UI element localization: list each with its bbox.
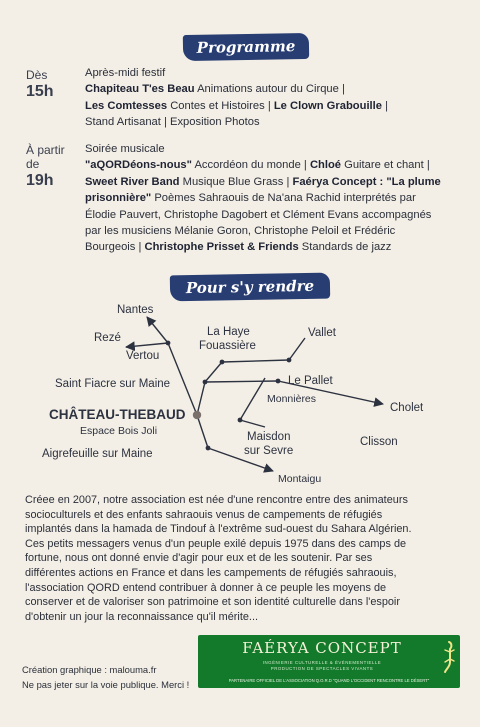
- evening-heading: Soirée musicale: [85, 143, 165, 155]
- label-maisdon-1: Maisdon: [247, 431, 291, 443]
- graphic-credit: Création graphique : malouma.fr: [22, 664, 157, 675]
- label-la-haye-2: Fouassière: [199, 340, 256, 352]
- separator: |: [382, 99, 389, 112]
- node-la-haye: [220, 360, 225, 365]
- label-clisson: Clisson: [360, 436, 398, 448]
- act-faerya-desc: Poèmes Sahraouis de Na'ana Rachid interprétés par: [151, 192, 416, 205]
- about-line: différentes actions en France et dans les campements de réfugiés sahraouis,: [25, 566, 397, 579]
- about-line: implantés dans la hamada de Tindouf à l'extrême sud-ouest du Sahara Algérien.: [25, 523, 412, 536]
- about-line: Créee en 2007, notre association est née d'une rencontre entre des animateurs: [25, 494, 408, 506]
- evening-line-3: [85, 190, 470, 206]
- road-maisdon-link: [240, 420, 265, 427]
- label-espace-bois-joli: Espace Bois Joli: [80, 425, 158, 437]
- logo-name: FAÉRYA CONCEPT: [242, 639, 402, 657]
- afternoon-time-label: Dès: [26, 68, 48, 82]
- evening-time-value: 19h: [26, 172, 54, 189]
- node-chateau-thebaud: [193, 411, 201, 419]
- about-line: conserver et de valoriser son patrimoine et son identité culturelle dans l'espoir: [25, 596, 400, 609]
- about-line: Ces petits messagers venus d'un peuple exilé depuis 1975 dans des camps de: [25, 537, 407, 550]
- label-vertou: Vertou: [126, 350, 160, 362]
- programme-banner: Programme: [183, 33, 309, 61]
- label-cholet: Cholet: [390, 402, 424, 414]
- afternoon-line-3: Stand Artisanat | Exposition Photos: [85, 116, 260, 129]
- node-aigrefeuille: [206, 446, 211, 451]
- road-chateau-south: [197, 415, 208, 448]
- act-aqordeons: "aQORDéons-nous": [85, 159, 192, 172]
- node-le-pallet: [276, 379, 281, 384]
- road-chateau-vertou: [168, 343, 197, 415]
- label-saint-fiacre: Saint Fiacre sur Maine: [55, 378, 171, 390]
- label-la-haye-1: La Haye: [207, 326, 250, 338]
- label-reze: Rezé: [94, 332, 121, 344]
- road-to-la-haye: [205, 362, 222, 382]
- label-aigrefeuille: Aigrefeuille sur Maine: [42, 448, 153, 460]
- label-le-pallet: Le Pallet: [288, 375, 333, 387]
- act-sweet-river-desc: Musique Blue Grass |: [179, 175, 293, 188]
- evening-time-label-1: À partir: [26, 143, 65, 157]
- road-to-reze: [126, 343, 168, 347]
- road-la-haye-pallet: [222, 360, 289, 362]
- evening-time-label-2: de: [26, 157, 40, 171]
- evening-block: [85, 141, 470, 256]
- evening-line-4: Élodie Pauvert, Christophe Dagobert et Clément Evans accompagnés: [85, 208, 432, 221]
- label-montaigu: Montaigu: [278, 473, 322, 485]
- act-chloe: Chloé: [309, 159, 342, 172]
- act-chapiteau-desc: Animations autour du Cirque |: [194, 83, 345, 96]
- evening-line-2: [85, 174, 470, 190]
- about-line: socioculturels et des enfants sahraouis venus de campements de réfugiés: [25, 508, 383, 521]
- label-chateau-thebaud: CHÂTEAU-THEBAUD: [49, 407, 186, 422]
- act-prisset: Christophe Prisset & Friends: [144, 241, 299, 254]
- road-to-chateau: [197, 382, 205, 415]
- logo-tagline: PARTENAIRE OFFICIEL DE L'ASSOCIATION Q.O.R.D "QUAND L'OCCIDENT RENCONTRE LE DÉSERT": [228, 678, 430, 683]
- logo-subtitle-1: INGÉNIERIE CULTURELLE & ÉVÉNEMENTIELLE: [262, 660, 382, 665]
- map-labels: [42, 304, 424, 485]
- afternoon-heading: Après-midi festif: [85, 67, 166, 79]
- road-pallet-maisdon: [240, 378, 265, 420]
- act-prisset-desc: Standards de jazz: [298, 241, 392, 254]
- node-vallet-junction: [287, 358, 292, 363]
- label-vallet: Vallet: [308, 327, 336, 339]
- evening-line-1: [85, 157, 470, 173]
- node-maisdon: [238, 418, 243, 423]
- evening-line-6: [85, 239, 470, 255]
- act-comtesses: Les Comtesses: [85, 99, 168, 112]
- act-sweet-river: Sweet River Band: [85, 175, 180, 188]
- afternoon-block: [85, 65, 470, 131]
- route-banner: Pour s'y rendre: [170, 273, 330, 302]
- about-line: d'obtenir un jour la reconnaissance qu'il mérite...: [25, 610, 258, 623]
- act-aqordeons-desc: Accordéon du monde |: [191, 159, 310, 172]
- node-saint-fiacre: [203, 380, 208, 385]
- evening-time: [26, 143, 82, 190]
- about-line: l'association QORD entend contribuer à donner à ce peuple les moyens de: [25, 581, 387, 594]
- public-notice: Ne pas jeter sur la voie publique. Merci !: [22, 679, 190, 690]
- road-to-nantes: [147, 317, 168, 343]
- association-description: [25, 493, 465, 624]
- afternoon-line-1: [85, 81, 470, 97]
- act-faerya-cont: prisonnière": [85, 192, 152, 205]
- label-nantes: Nantes: [117, 304, 154, 316]
- about-line: fortune, nous ont donné envie d'agir pour eux et de les soutenir. Par ses: [25, 552, 373, 565]
- afternoon-time-value: 15h: [26, 83, 54, 100]
- act-comtesses-desc: Contes et Histoires |: [167, 99, 274, 112]
- label-monnieres: Monnières: [267, 393, 317, 405]
- act-clown: Le Clown Grabouille: [273, 99, 382, 112]
- afternoon-line-2: [85, 98, 470, 114]
- road-to-vallet: [289, 338, 305, 360]
- road-to-le-pallet: [205, 381, 278, 382]
- evening-line-5: par les musiciens Mélanie Goron, Christophe Peloil et Frédéric: [85, 225, 396, 238]
- act-faerya: Faérya Concept : "La plume: [292, 175, 441, 188]
- node-vertou: [166, 341, 171, 346]
- label-maisdon-2: sur Sevre: [244, 445, 294, 457]
- logo-subtitle-2: PRODUCTION DE SPECTACLES VIVANTS: [270, 666, 374, 671]
- afternoon-time: [26, 68, 82, 101]
- act-chapiteau: Chapiteau T'es Beau: [85, 83, 195, 96]
- act-chloe-desc: Guitare et chant |: [341, 159, 430, 172]
- route-map: [0, 296, 480, 486]
- gecko-icon: [442, 640, 456, 674]
- footer-credit: [22, 662, 189, 692]
- faerya-concept-logo: [198, 635, 460, 688]
- musician-name: Bourgeois |: [85, 241, 145, 254]
